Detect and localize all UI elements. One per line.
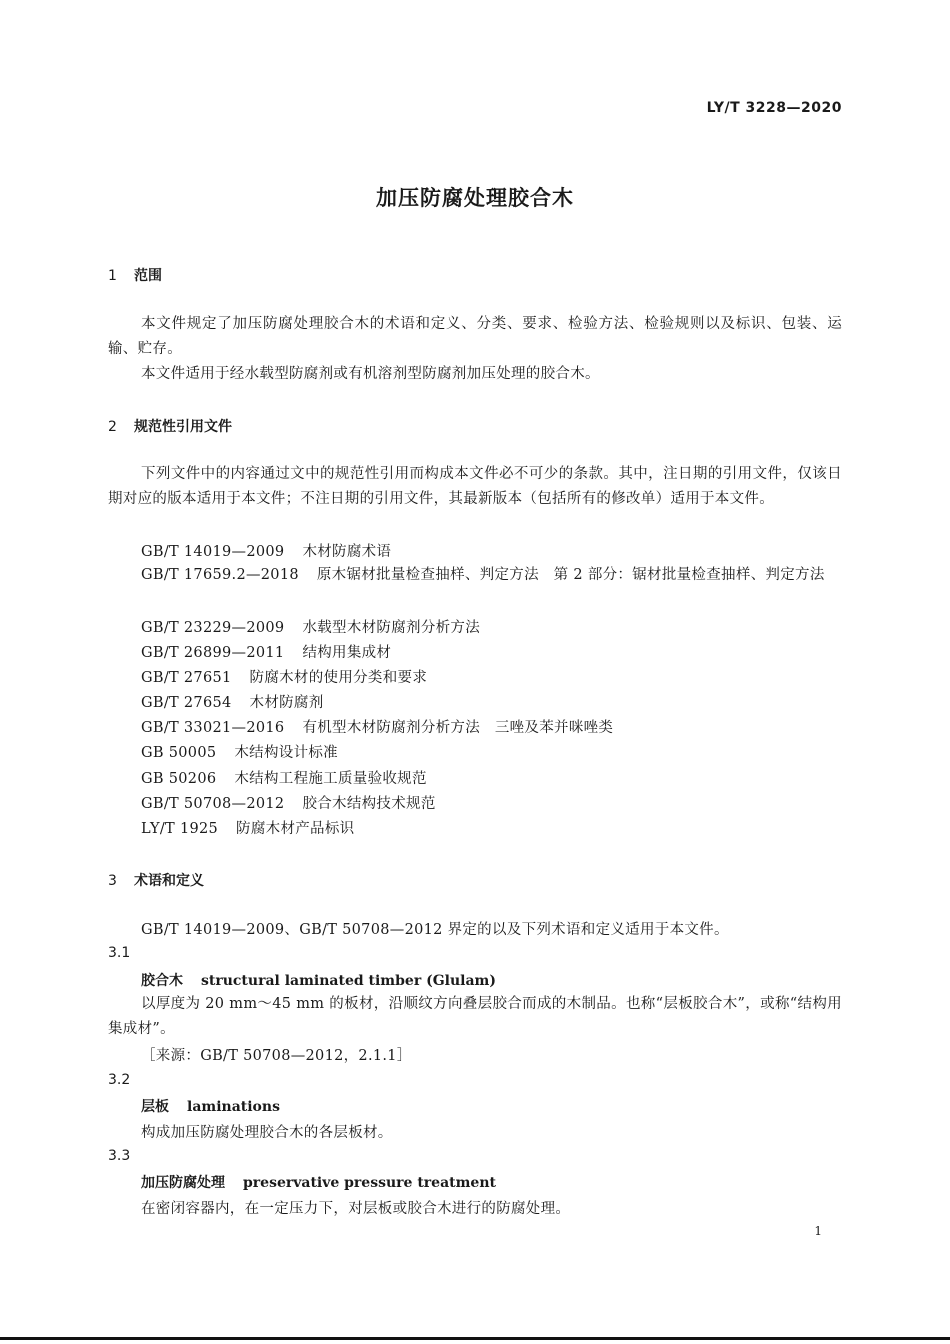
reference-title: 防腐木材产品标识 [236, 821, 355, 837]
reference-title: 原木锯材批量检查抽样、判定方法 第 2 部分：锯材批量检查抽样、判定方法 [316, 567, 825, 583]
reference-title: 结构用集成材 [302, 645, 392, 661]
reference-title: 木结构设计标准 [234, 745, 338, 761]
document-number: LY/T 3228—2020 [706, 100, 842, 116]
term-heading [141, 1172, 496, 1192]
reference-code: GB/T 50708—2012 [141, 796, 285, 812]
reference-title: 水载型木材防腐剂分析方法 [302, 620, 481, 636]
section-number: 2 [108, 419, 117, 435]
reference-code: GB/T 14019—2009 [141, 544, 285, 560]
reference-title: 有机型木材防腐剂分析方法 三唑及苯并咪唑类 [302, 720, 614, 736]
term-definition: 构成加压防腐处理胶合木的各层板材。 [141, 1125, 393, 1141]
term-chinese: 胶合木 [141, 973, 183, 989]
reference-item [108, 563, 842, 588]
term-heading [141, 1096, 280, 1116]
scope-paragraph-1: 本文件规定了加压防腐处理胶合木的术语和定义、分类、要求、检验方法、检验规则以及标识、包装、运输、贮存。 [108, 316, 842, 357]
reference-item [141, 817, 354, 838]
reference-code: LY/T 1925 [141, 821, 219, 837]
reference-item [141, 616, 480, 637]
reference-item [141, 716, 613, 737]
section-title: 术语和定义 [134, 873, 204, 889]
reference-title: 木结构工程施工质量验收规范 [234, 771, 427, 787]
page-number: 1 [814, 1224, 822, 1238]
term-english: laminations [187, 1099, 280, 1115]
reference-code: GB/T 23229—2009 [141, 620, 285, 636]
reference-item [141, 691, 324, 712]
section-title: 范围 [134, 268, 162, 284]
reference-code: GB/T 27654 [141, 695, 232, 711]
reference-code: GB/T 26899—2011 [141, 645, 285, 661]
section-heading-scope [108, 265, 162, 285]
reference-item [141, 641, 391, 662]
term-number: 3.3 [108, 1148, 131, 1164]
scope-paragraph-2: 本文件适用于经水载型防腐剂或有机溶剂型防腐剂加压处理的胶合木。 [141, 366, 600, 382]
reference-title: 木材防腐剂 [249, 695, 324, 711]
reference-title: 防腐木材的使用分类和要求 [249, 670, 428, 686]
normative-intro-paragraph: 下列文件中的内容通过文中的规范性引用而构成本文件必不可少的条款。其中，注日期的引用文件，仅该日期对应的版本适用于本文件；不注日期的引用文件，其最新版本（包括所有的修改单）适用于本文件。 [108, 466, 842, 507]
reference-code: GB/T 33021—2016 [141, 720, 285, 736]
term-number: 3.1 [108, 945, 131, 961]
reference-item [141, 540, 391, 561]
reference-code: GB/T 27651 [141, 670, 232, 686]
reference-title: 木材防腐术语 [302, 544, 392, 560]
section-number: 1 [108, 268, 117, 284]
reference-item [141, 767, 427, 788]
document-title: 加压防腐处理胶合木 [376, 186, 574, 210]
section-number: 3 [108, 873, 117, 889]
reference-code: GB 50005 [141, 745, 217, 761]
reference-item [141, 666, 427, 687]
reference-code: GB/T 17659.2—2018 [141, 567, 299, 583]
term-definition: 以厚度为 20 mm～45 mm 的板材，沿顺纹方向叠层胶合而成的木制品。也称“层板胶合木”，或称“结构用集成材”。 [108, 996, 842, 1037]
term-chinese: 层板 [141, 1099, 169, 1115]
term-source: ［来源：GB/T 50708—2012，2.1.1］ [141, 1048, 412, 1064]
reference-code: GB 50206 [141, 771, 217, 787]
reference-item [141, 741, 338, 762]
section-heading-terms-definitions [108, 870, 204, 890]
term-heading [141, 970, 496, 990]
page-bottom-edge [0, 1337, 950, 1340]
term-english: structural laminated timber (Glulam) [201, 973, 496, 989]
reference-item [141, 792, 436, 813]
reference-title: 胶合木结构技术规范 [302, 796, 436, 812]
terms-intro: GB/T 14019—2009、GB/T 50708—2012 界定的以及下列术语和定义适用于本文件。 [141, 922, 729, 938]
section-title: 规范性引用文件 [134, 419, 232, 435]
section-heading-normative-references [108, 416, 232, 436]
term-chinese: 加压防腐处理 [141, 1175, 225, 1191]
term-number: 3.2 [108, 1072, 131, 1088]
term-definition: 在密闭容器内，在一定压力下，对层板或胶合木进行的防腐处理。 [141, 1201, 571, 1217]
term-english: preservative pressure treatment [243, 1175, 496, 1191]
